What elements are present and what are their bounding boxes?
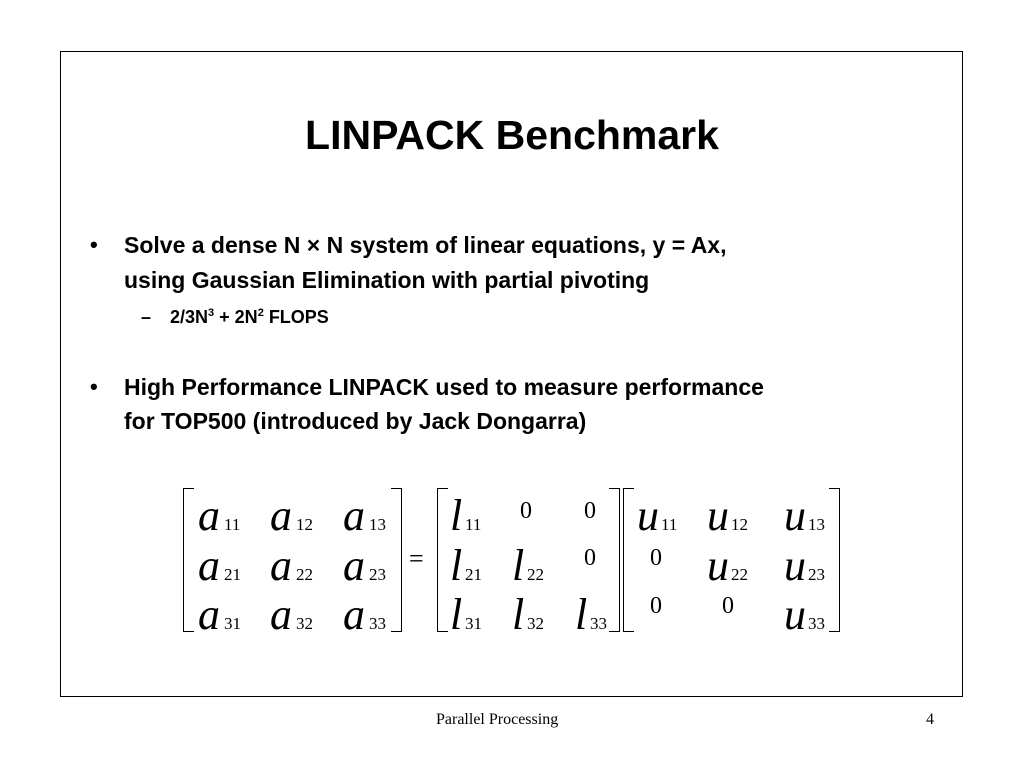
u23-sub: 23 <box>808 565 825 584</box>
a11-sub: 11 <box>224 515 241 534</box>
a33-sub: 33 <box>369 614 386 633</box>
u32-zero: 0 <box>722 593 734 619</box>
sub-bullet-glyph: – <box>141 307 152 327</box>
u22: u <box>707 541 729 590</box>
a23: a <box>343 541 365 590</box>
a33: a <box>343 590 365 639</box>
l22: l <box>512 541 525 590</box>
flops-exponent-1: 3 <box>208 307 215 319</box>
u31-zero: 0 <box>650 593 662 619</box>
a21: a <box>198 541 220 590</box>
a22-sub: 22 <box>296 565 313 584</box>
u33-sub: 33 <box>808 614 825 633</box>
matrix-a-left-bracket <box>183 488 194 632</box>
u13-sub: 13 <box>808 515 825 534</box>
footer-course-name: Parallel Processing <box>436 711 559 728</box>
a12-sub: 12 <box>296 515 313 534</box>
flops-middle: + 2N <box>214 307 258 327</box>
l33: l <box>575 590 588 639</box>
a12: a <box>270 491 292 540</box>
equals-sign: = <box>409 544 424 573</box>
l21-sub: 21 <box>465 565 482 584</box>
u21-zero: 0 <box>650 545 662 571</box>
l31-sub: 31 <box>465 614 482 633</box>
a11: a <box>198 491 220 540</box>
matrix-a-right-bracket <box>391 488 402 632</box>
footer-page-number: 4 <box>926 711 934 728</box>
l13-zero: 0 <box>584 498 596 524</box>
u11-sub: 11 <box>661 515 678 534</box>
l11-sub: 11 <box>465 515 482 534</box>
bullet-1-line-2: using Gaussian Elimination with partial pivoting <box>124 267 650 293</box>
u13: u <box>784 491 806 540</box>
a13-sub: 13 <box>369 515 386 534</box>
flops-suffix: FLOPS <box>263 307 329 327</box>
flops-exponent-2: 2 <box>257 307 264 319</box>
a32-sub: 32 <box>296 614 313 633</box>
a13: a <box>343 491 365 540</box>
l33-sub: 33 <box>590 614 607 633</box>
l32-sub: 32 <box>527 614 544 633</box>
bullet-1-line-1: Solve a dense N × N system of linear equations, y = Ax, <box>124 232 727 258</box>
u11: u <box>637 491 659 540</box>
u12: u <box>707 491 729 540</box>
l11: l <box>450 491 463 540</box>
l31: l <box>450 590 463 639</box>
u33: u <box>784 590 806 639</box>
bullet-1-glyph: • <box>90 232 98 257</box>
u22-sub: 22 <box>731 565 748 584</box>
flops-formula <box>170 306 329 328</box>
bullet-2-line-2: for TOP500 (introduced by Jack Dongarra) <box>124 408 587 434</box>
l12-zero: 0 <box>520 498 532 524</box>
bullet-2-glyph: • <box>90 374 98 399</box>
slide-title: LINPACK Benchmark <box>305 112 719 158</box>
matrix-u-left-bracket <box>623 488 634 632</box>
matrix-l-right-bracket <box>609 488 620 632</box>
u12-sub: 12 <box>731 515 748 534</box>
l32: l <box>512 590 525 639</box>
matrix-l-left-bracket <box>437 488 448 632</box>
l23-zero: 0 <box>584 545 596 571</box>
l21: l <box>450 541 463 590</box>
a21-sub: 21 <box>224 565 241 584</box>
a31-sub: 31 <box>224 614 241 633</box>
bullet-2-line-1: High Performance LINPACK used to measure performance <box>124 374 764 400</box>
a31: a <box>198 590 220 639</box>
matrix-u-right-bracket <box>829 488 840 632</box>
a22: a <box>270 541 292 590</box>
u23: u <box>784 541 806 590</box>
flops-prefix: 2/3N <box>170 307 209 327</box>
a32: a <box>270 590 292 639</box>
l22-sub: 22 <box>527 565 544 584</box>
a23-sub: 23 <box>369 565 386 584</box>
